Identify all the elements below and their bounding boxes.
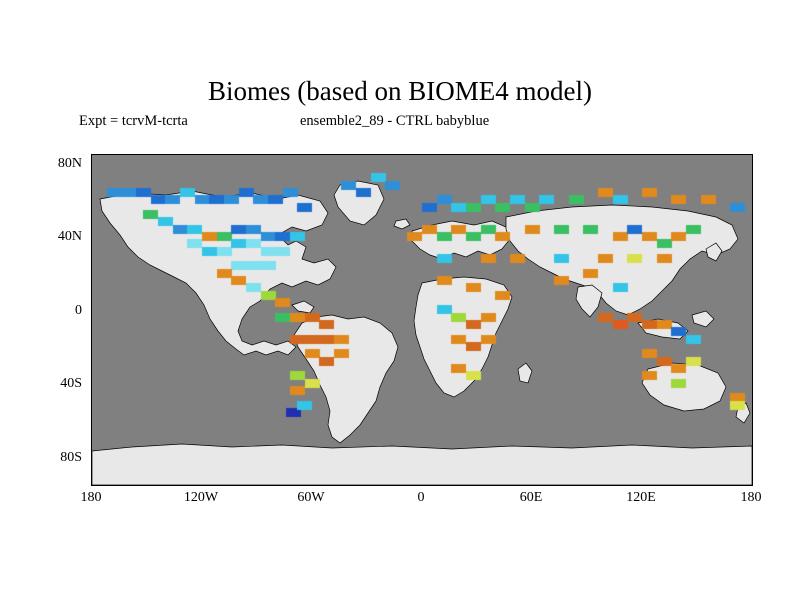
ensemble-label: ensemble2_89 - CTRL babyblue xyxy=(300,113,490,129)
y-tick-label: 80S xyxy=(60,450,82,465)
experiment-label: Expt = tcrvM-tcrta xyxy=(79,113,188,129)
y-tick-label: 80N xyxy=(57,156,82,171)
x-tick-label: 60W xyxy=(297,490,325,505)
x-tick-label: 120E xyxy=(626,490,656,505)
x-tick-label: 60E xyxy=(519,490,543,505)
y-tick-label: 40S xyxy=(60,376,82,391)
page-title: Biomes (based on BIOME4 model) xyxy=(208,76,592,106)
x-tick-label: 120W xyxy=(183,490,219,505)
x-tick-label: 180 xyxy=(80,490,102,505)
y-tick-label: 40N xyxy=(57,229,82,244)
y-tick-label: 0 xyxy=(75,303,82,318)
land-masses xyxy=(92,181,752,485)
x-tick-label: 180 xyxy=(740,490,762,505)
x-tick-label: 0 xyxy=(417,490,425,505)
map-plot-area xyxy=(91,154,753,486)
world-coastlines xyxy=(92,155,752,485)
